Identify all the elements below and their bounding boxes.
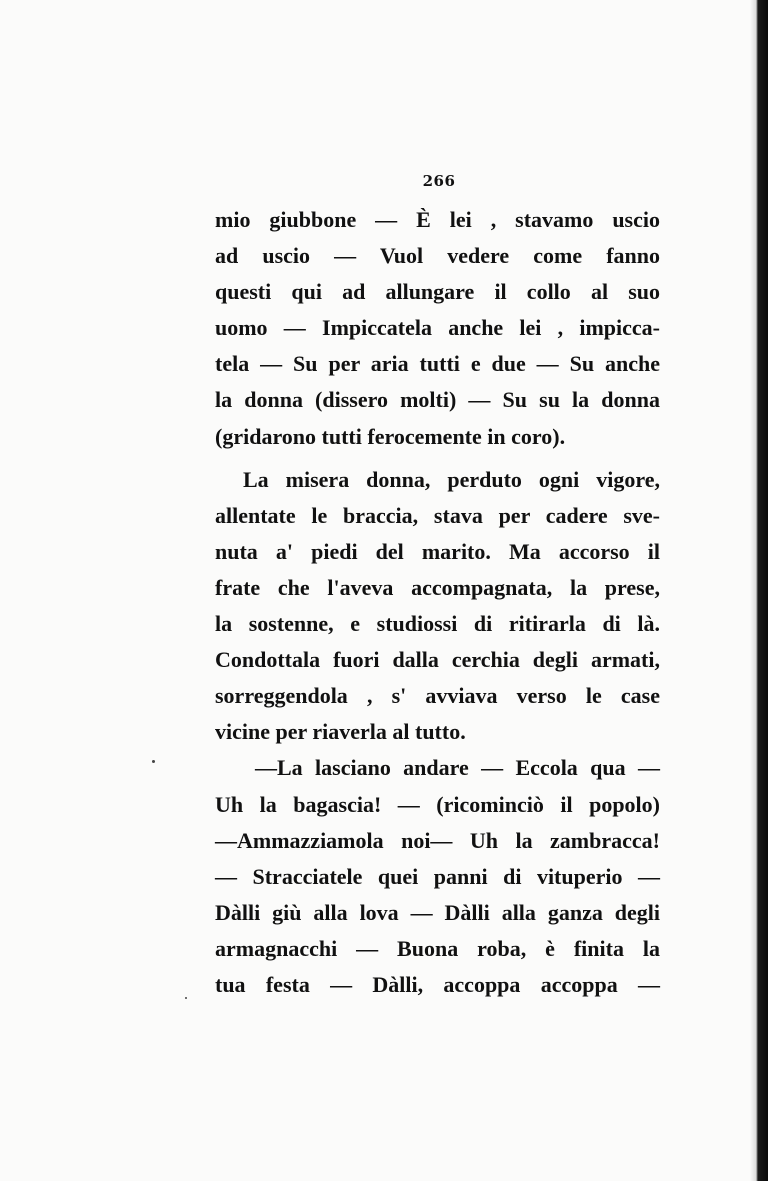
text-line: ad uscio — Vuol vedere come fanno <box>215 243 660 269</box>
text-line: Condottala fuori dalla cerchia degli armati, <box>215 647 660 673</box>
text-line: tua festa — Dàlli, accoppa accoppa — <box>215 971 660 997</box>
text-line: vicine per riaverla al tutto. <box>215 719 466 745</box>
text-line: Dàlli giù alla lova — Dàlli alla ganza degli <box>215 899 660 925</box>
text-line: armagnacchi — Buona roba, è finita la <box>215 935 660 961</box>
page-text <box>215 202 660 1003</box>
text-line: nuta a' piedi del marito. Ma accorso il <box>215 538 660 564</box>
text-line: uomo — Impiccatela anche lei , impicca- <box>215 315 660 341</box>
text-line: (gridarono tutti ferocemente in coro). <box>215 423 566 449</box>
text-line: questi qui ad allungare il collo al suo <box>215 279 660 305</box>
paragraph-first-line: —La lasciano andare — Eccola qua — <box>255 755 660 781</box>
text-line: Uh la bagascia! — (ricominciò il popolo) <box>215 791 660 817</box>
text-line: allentate le braccia, stava per cadere sve- <box>215 502 660 528</box>
paragraph-first-line: La misera donna, perduto ogni vigore, <box>243 466 660 492</box>
text-line: mio giubbone — È lei , stavamo uscio <box>215 207 660 232</box>
text-line: sorreggendola , s' avviava verso le case <box>215 683 660 709</box>
text-line: —Ammazziamola noi— Uh la zambracca! <box>215 827 660 853</box>
page-number: 266 <box>422 172 456 190</box>
page-edge-shadow <box>750 0 768 1181</box>
text-line: la donna (dissero molti) — Su su la donna <box>215 387 660 413</box>
paper-speck <box>152 760 155 763</box>
text-line: la sostenne, e studiossi di ritirarla di là. <box>215 611 660 637</box>
text-line: tela — Su per aria tutti e due — Su anche <box>215 351 660 377</box>
paper-speck <box>185 997 187 999</box>
text-line: frate che l'aveva accompagnata, la prese, <box>215 574 660 600</box>
text-line: — Stracciatele quei panni di vituperio — <box>215 863 660 889</box>
